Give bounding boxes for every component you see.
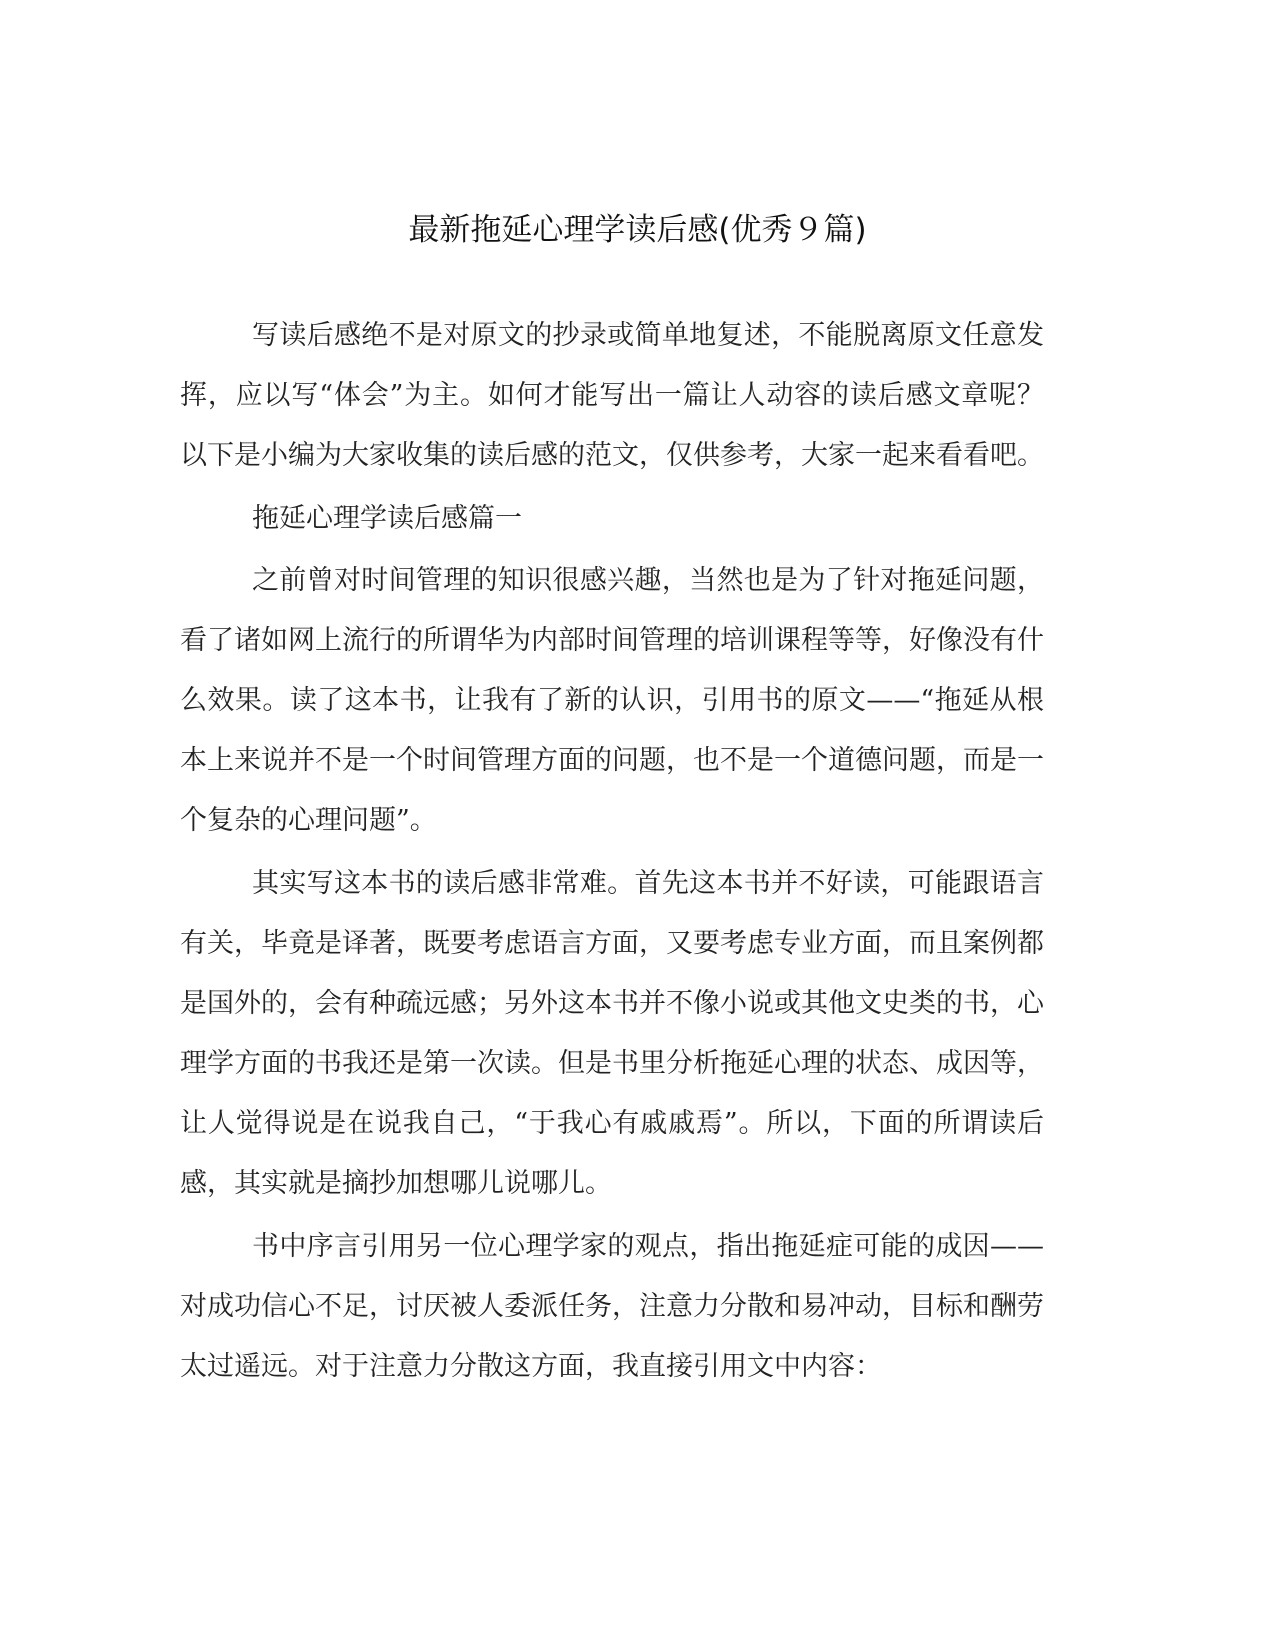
body-paragraph: 书中序言引用另一位心理学家的观点，指出拖延症可能的成因——对成功信心不足，讨厌被人委派任务，注意力分散和易冲动，目标和酬劳太过遥远。对于注意力分散这方面，我直接引用文中内容： (180, 1231, 1044, 1382)
intro-paragraph: 写读后感绝不是对原文的抄录或简单地复述，不能脱离原文任意发挥，应以写“体会”为主。如何才能写出一篇让人动容的读后感文章呢？以下是小编为大家收集的读后感的范文，仅供参考，大家一起来看看吧。 (180, 320, 1044, 471)
body-paragraph: 其实写这本书的读后感非常难。首先这本书并不好读，可能跟语言有关，毕竟是译著，既要考虑语言方面，又要考虑专业方面，而且案例都是国外的，会有种疏远感；另外这本书并不像小说或其他文史类的书，心理学方面的书我还是第一次读。但是书里分析拖延心理的状态、成因等，让人觉得说是在说我自己，“于我心有戚戚焉”。所以，下面的所谓读后感，其实就是摘抄加想哪儿说哪儿。 (180, 868, 1044, 1199)
document-title: 最新拖延心理学读后感(优秀９篇) (408, 212, 867, 248)
section-heading: 拖延心理学读后感篇一 (252, 503, 522, 534)
body-paragraph: 之前曾对时间管理的知识很感兴趣，当然也是为了针对拖延问题，看了诸如网上流行的所谓华为内部时间管理的培训课程等等，好像没有什么效果。读了这本书，让我有了新的认识，引用书的原文——“拖延从根本上来说并不是一个时间管理方面的问题，也不是一个道德问题，而是一个复杂的心理问题”。 (180, 565, 1044, 836)
document-body (180, 306, 1044, 1400)
